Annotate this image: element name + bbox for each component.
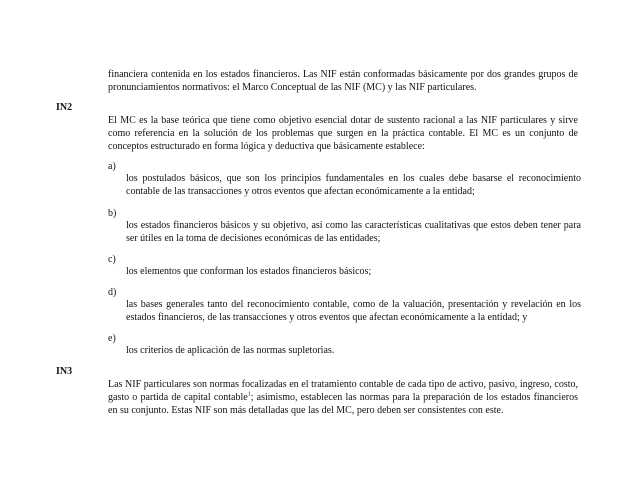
section-id-in2: IN2 <box>56 102 73 113</box>
footnote-marker: 1 <box>247 391 251 398</box>
list-item-text-d: las bases generales tanto del reconocimiento contable, como de la valuación, presentación y revelación en los estados financieros, de las transacciones y otros eventos que afectan económicamente a la entidad; y <box>126 299 581 323</box>
list-item-letter-b: b) <box>108 208 117 219</box>
list-item-text-e: los criterios de aplicación de las normas supletorias. <box>126 345 335 356</box>
in2-paragraph: El MC es la base teórica que tiene como objetivo esencial dotar de sustento racional a las NIF particulares y sirve como referencia en la solución de los problemas que surgen en la práctica contable. El MC es un conjunto de conceptos estructurado en forma lógica y deductiva que básicamente establece: <box>108 115 578 152</box>
list-item-letter-a: a) <box>108 161 116 172</box>
in3-paragraph <box>108 378 578 417</box>
in3-paragraph-part2: ; asimismo, establecen las normas para la preparación de los estados financieros en su conjunto. Estas NIF son más detalladas que las del MC, pero deben ser consistentes con este. <box>108 392 578 416</box>
list-item-text-a: los postulados básicos, que son los principios fundamentales en los cuales debe basarse el reconocimiento contable de las transacciones y otros eventos que afectan económicamente a la entidad; <box>126 173 581 197</box>
list-item-letter-c: c) <box>108 254 116 265</box>
intro-paragraph: financiera contenida en los estados financieros. Las NIF están conformadas básicamente por dos grandes grupos de pronunciamientos normativos: el Marco Conceptual de las NIF (MC) y las NIF particulares. <box>108 69 578 93</box>
list-item-letter-d: d) <box>108 287 117 298</box>
list-item-letter-e: e) <box>108 333 116 344</box>
section-id-in3: IN3 <box>56 366 73 377</box>
in3-paragraph-part1: Las NIF particulares son normas focalizadas en el tratamiento contable de cada tipo de activo, pasivo, ingreso, costo, gasto o partida de capital contable <box>108 379 578 403</box>
list-item-text-b: los estados financieros básicos y su objetivo, así como las características cualitativas que estos deben tener para ser útiles en la toma de decisiones económicas de las entidades; <box>126 220 581 244</box>
list-item-text-c: los elementos que conforman los estados financieros básicos; <box>126 266 372 277</box>
